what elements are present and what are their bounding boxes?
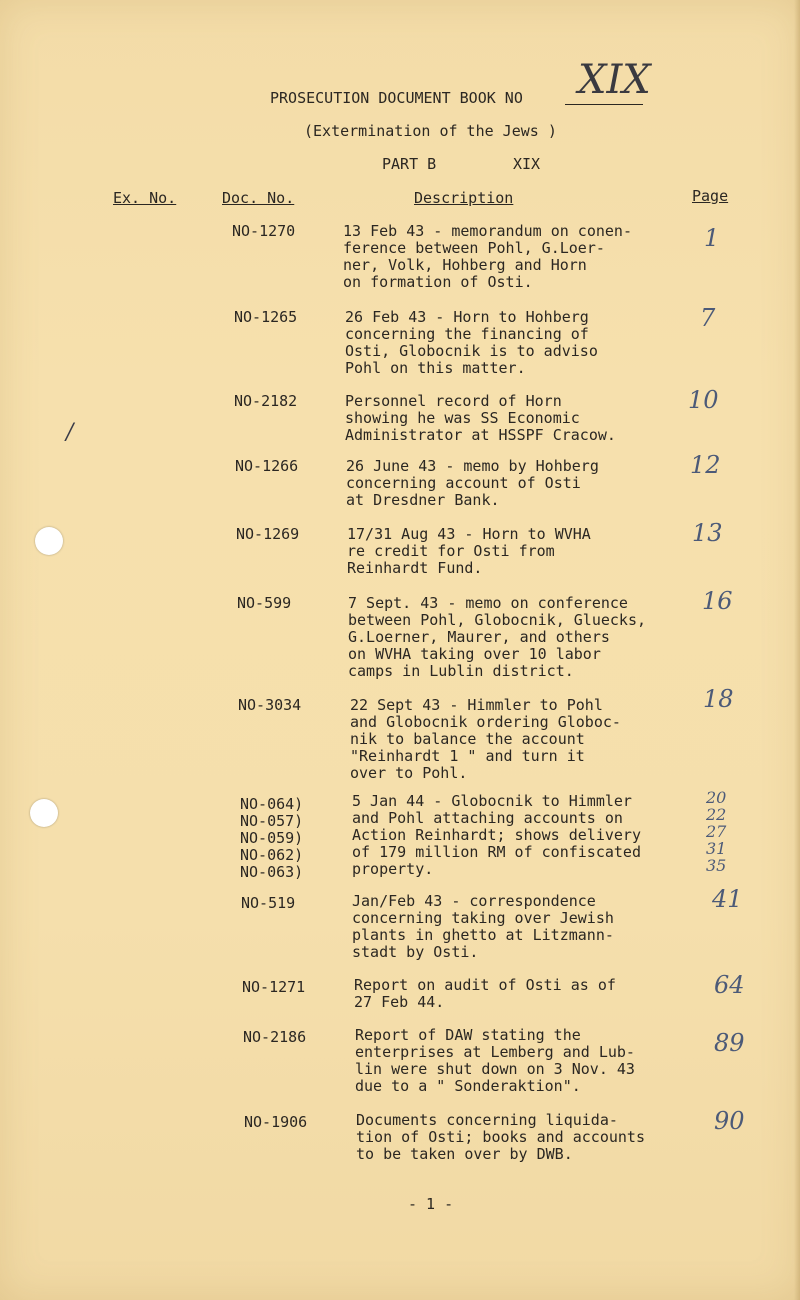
- punch-hole-top: [35, 527, 63, 555]
- entry-page: 13: [692, 519, 723, 547]
- entry-description: Personnel record of Horn showing he was SS Economic Administrator at HSSPF Cracow.: [345, 392, 616, 444]
- entry-description: 26 June 43 - memo by Hohberg concerning account of Osti at Dresdner Bank.: [346, 457, 599, 509]
- part-label: PART B: [382, 155, 437, 173]
- entry-page: 89: [714, 1029, 745, 1057]
- entry-page: 90: [714, 1107, 745, 1135]
- column-header-page: Page: [692, 187, 729, 205]
- entry-page: 10: [688, 386, 719, 414]
- entry-page: 18: [703, 685, 734, 713]
- entry-page: 41: [712, 885, 743, 913]
- entry-description: 5 Jan 44 - Globocnik to Himmler and Pohl attaching accounts on Action Reinhardt; shows delivery of 179 million RM of confiscated property.: [352, 792, 641, 878]
- entry-description: 17/31 Aug 43 - Horn to WVHA re credit for Osti from Reinhardt Fund.: [347, 525, 591, 577]
- entry-doc-no: NO-1269: [236, 525, 300, 543]
- entry-doc-no: NO-064) NO-057) NO-059) NO-062) NO-063): [240, 795, 304, 881]
- entry-doc-no: NO-1906: [244, 1113, 308, 1131]
- entry-doc-no: NO-1270: [232, 222, 296, 240]
- entry-description: Report of DAW stating the enterprises at Lemberg and Lub- lin were shut down on 3 Nov. 43 due to a " Sonderaktion".: [355, 1026, 635, 1095]
- entry-doc-no: NO-2182: [234, 392, 298, 410]
- entry-description: 13 Feb 43 - memorandum on conen- ference between Pohl, G.Loer- ner, Volk, Hohberg and Horn on formation of Osti.: [343, 222, 632, 291]
- entry-doc-no: NO-3034: [238, 696, 302, 714]
- entry-description: 22 Sept 43 - Himmler to Pohl and Globocnik ordering Globoc- nik to balance the account "Reinhardt 1 " and turn it over to Pohl.: [350, 696, 621, 782]
- entry-page: 64: [714, 971, 745, 999]
- book-title: PROSECUTION DOCUMENT BOOK NO: [270, 89, 523, 107]
- entry-doc-no: NO-1271: [242, 978, 306, 996]
- part-number: XIX: [513, 155, 541, 173]
- book-number-blank: [565, 104, 643, 105]
- entry-doc-no: NO-1265: [234, 308, 298, 326]
- column-header-doc-no: Doc. No.: [222, 189, 295, 207]
- margin-mark: /: [66, 420, 74, 445]
- column-header-description: Description: [414, 189, 514, 207]
- entry-page: 16: [702, 587, 733, 615]
- entry-description: 26 Feb 43 - Horn to Hohberg concerning the financing of Osti, Globocnik is to adviso Pohl on this matter.: [345, 308, 598, 377]
- entry-page: 12: [690, 451, 721, 479]
- entry-description: 7 Sept. 43 - memo on conference between Pohl, Globocnik, Gluecks, G.Loerner, Maurer, and others on WVHA taking over 10 labor camps in Lublin district.: [348, 594, 647, 680]
- punch-hole-bottom: [30, 799, 58, 827]
- entry-description: Documents concerning liquida- tion of Osti; books and accounts to be taken over by DWB.: [356, 1111, 645, 1163]
- entry-doc-no: NO-519: [241, 894, 296, 912]
- book-number-handwritten: XIX: [578, 57, 651, 103]
- entry-description: Jan/Feb 43 - correspondence concerning taking over Jewish plants in ghetto at Litzmann- stadt by Osti.: [352, 892, 614, 961]
- entry-doc-no: NO-1266: [235, 457, 299, 475]
- entry-page: 20 22 27 31 35: [706, 788, 727, 875]
- entry-description: Report on audit of Osti as of 27 Feb 44.: [354, 976, 616, 1011]
- book-subtitle: (Extermination of the Jews ): [304, 122, 557, 140]
- column-header-ex-no: Ex. No.: [113, 189, 177, 207]
- entry-doc-no: NO-599: [237, 594, 292, 612]
- entry-page: 1: [704, 224, 720, 252]
- page-edge: [794, 0, 800, 1300]
- entry-doc-no: NO-2186: [243, 1028, 307, 1046]
- entry-page: 7: [700, 304, 716, 332]
- page-number-footer: - 1 -: [408, 1195, 454, 1213]
